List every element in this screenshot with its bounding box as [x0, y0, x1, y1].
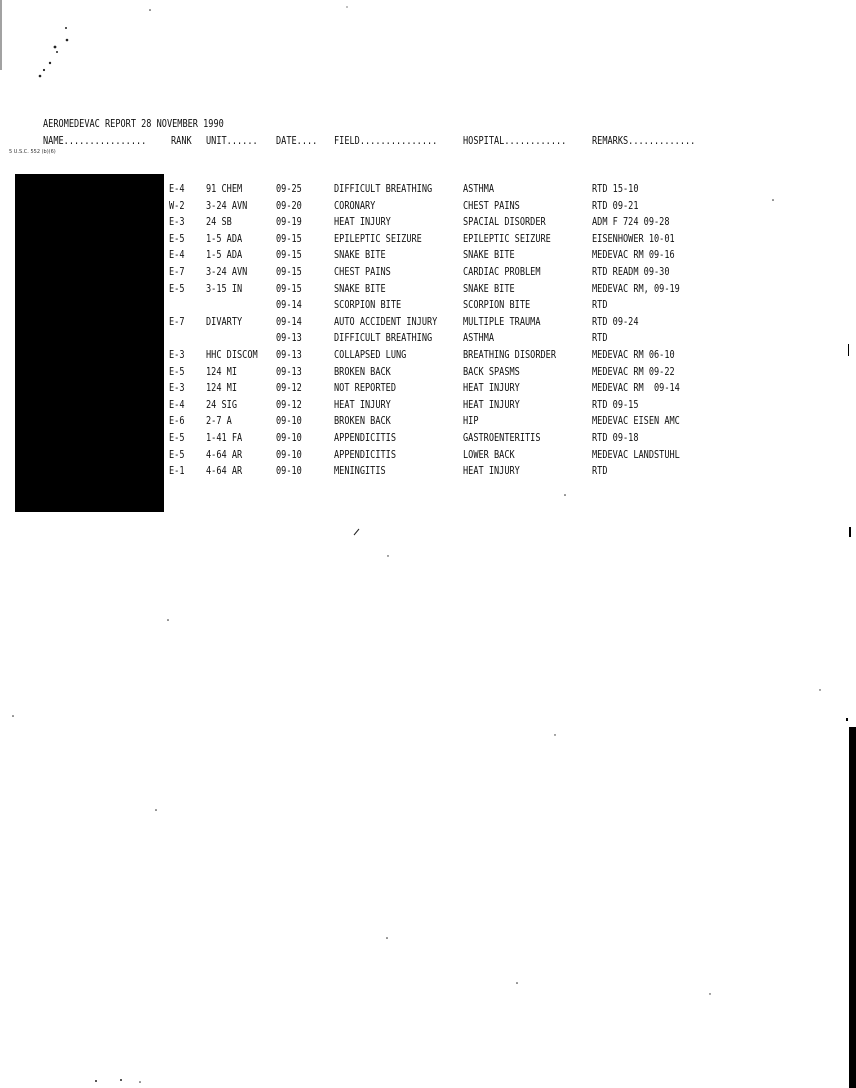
cell-field: MENINGITIS: [334, 464, 386, 478]
header-remarks: REMARKS.............: [592, 134, 696, 147]
table-row: [0, 266, 856, 282]
cell-rank: E-4: [169, 182, 185, 195]
cell-remarks: RTD: [592, 298, 608, 312]
cell-hospital: SNAKE BITE: [463, 248, 515, 262]
cell-date: 09-10: [276, 447, 302, 461]
cell-hospital: GASTROENTERITIS: [463, 431, 541, 444]
cell-rank: E-3: [169, 381, 185, 395]
cell-rank: E-3: [169, 348, 185, 361]
cell-rank: E-4: [169, 248, 185, 262]
cell-unit: DIVARTY: [206, 314, 243, 328]
cell-field: BROKEN BACK: [334, 414, 391, 428]
cell-field: CORONARY: [334, 198, 376, 212]
table-row: [0, 283, 856, 299]
table-row: [0, 200, 856, 216]
cell-date: 09-13: [276, 331, 302, 345]
cell-hospital: MULTIPLE TRAUMA: [463, 314, 541, 328]
cell-field: APPENDICITIS: [334, 431, 396, 444]
cell-field: APPENDICITIS: [334, 447, 396, 461]
cell-field: SNAKE BITE: [334, 248, 386, 262]
table-row: [0, 449, 856, 465]
cell-field: SNAKE BITE: [334, 281, 386, 295]
cell-remarks: MEDEVAC RM 09-22: [592, 364, 675, 378]
report-title: AEROMEDEVAC REPORT 28 NOVEMBER 1990: [43, 117, 224, 130]
cell-date: 09-15: [276, 265, 302, 278]
cell-unit: 124 MI: [206, 381, 238, 395]
cell-unit: 3-15 IN: [206, 281, 243, 295]
table-row: [0, 349, 856, 365]
cell-remarks: MEDEVAC RM 09-16: [592, 248, 675, 262]
table-row: [0, 216, 856, 232]
cell-rank: E-3: [169, 215, 185, 229]
cell-unit: 1-41 FA: [206, 431, 243, 444]
cell-unit: 124 MI: [206, 364, 238, 378]
table-row: [0, 415, 856, 431]
cell-rank: W-2: [169, 198, 185, 212]
table-row: [0, 299, 856, 315]
cell-hospital: SCORPION BITE: [463, 298, 531, 312]
table-row: [0, 249, 856, 265]
cell-rank: E-7: [169, 265, 185, 278]
cell-rank: E-1: [169, 464, 185, 478]
cell-unit: 2-7 A: [206, 414, 232, 428]
cell-hospital: SPACIAL DISORDER: [463, 215, 546, 229]
header-name: NAME................: [43, 134, 147, 147]
cell-remarks: MEDEVAC RM, 09-19: [592, 281, 680, 295]
cell-hospital: BACK SPASMS: [463, 364, 520, 378]
cell-remarks: MEDEVAC EISEN AMC: [592, 414, 680, 428]
cell-hospital: CARDIAC PROBLEM: [463, 265, 541, 278]
cell-remarks: RTD: [592, 331, 608, 345]
cell-date: 09-13: [276, 348, 302, 361]
header-unit: UNIT......: [206, 134, 258, 147]
cell-unit: 3-24 AVN: [206, 198, 248, 212]
cell-remarks: ADM F 724 09-28: [592, 215, 670, 229]
header-hospital: HOSPITAL............: [463, 134, 567, 147]
cell-unit: 24 SIG: [206, 397, 238, 411]
cell-field: DIFFICULT BREATHING: [334, 182, 433, 195]
scan-edge-mark: [846, 718, 848, 721]
cell-field: CHEST PAINS: [334, 265, 391, 278]
cell-rank: E-5: [169, 281, 185, 295]
cell-remarks: RTD 09-21: [592, 198, 639, 212]
table-row: [0, 233, 856, 249]
cell-remarks: RTD 09-15: [592, 397, 639, 411]
cell-hospital: EPILEPTIC SEIZURE: [463, 231, 551, 245]
scan-edge-bar: [849, 727, 856, 1088]
table-row: [0, 316, 856, 332]
cell-unit: 24 SB: [206, 215, 232, 229]
cell-hospital: HEAT INJURY: [463, 464, 520, 478]
cell-field: COLLAPSED LUNG: [334, 348, 407, 361]
cell-rank: E-7: [169, 314, 185, 328]
cell-remarks: RTD: [592, 464, 608, 478]
cell-field: BROKEN BACK: [334, 364, 391, 378]
cell-date: 09-15: [276, 231, 302, 245]
cell-field: HEAT INJURY: [334, 397, 391, 411]
cell-date: 09-19: [276, 215, 302, 229]
cell-date: 09-10: [276, 431, 302, 444]
cell-remarks: RTD READM 09-30: [592, 265, 670, 278]
cell-date: 09-15: [276, 281, 302, 295]
cell-remarks: RTD 09-18: [592, 431, 639, 444]
cell-hospital: HEAT INJURY: [463, 397, 520, 411]
cell-hospital: ASTHMA: [463, 331, 495, 345]
cell-remarks: RTD 09-24: [592, 314, 639, 328]
cell-remarks: EISENHOWER 10-01: [592, 231, 675, 245]
cell-date: 09-13: [276, 364, 302, 378]
cell-field: DIFFICULT BREATHING: [334, 331, 433, 345]
cell-date: 09-10: [276, 464, 302, 478]
cell-field: NOT REPORTED: [334, 381, 396, 395]
cell-date: 09-15: [276, 248, 302, 262]
cell-unit: 3-24 AVN: [206, 265, 248, 278]
cell-rank: E-4: [169, 397, 185, 411]
cell-hospital: BREATHING DISORDER: [463, 348, 556, 361]
cell-unit: HHC DISCOM: [206, 348, 258, 361]
table-row: [0, 465, 856, 481]
cell-hospital: SNAKE BITE: [463, 281, 515, 295]
cell-date: 09-14: [276, 314, 302, 328]
cell-rank: E-6: [169, 414, 185, 428]
cell-date: 09-12: [276, 397, 302, 411]
cell-hospital: ASTHMA: [463, 182, 495, 195]
cell-remarks: MEDEVAC RM 06-10: [592, 348, 675, 361]
cell-rank: E-5: [169, 231, 185, 245]
cell-date: 09-25: [276, 182, 302, 195]
cell-unit: 91 CHEM: [206, 182, 243, 195]
cell-date: 09-14: [276, 298, 302, 312]
header-field: FIELD...............: [334, 134, 438, 147]
cell-rank: E-5: [169, 364, 185, 378]
table-row: [0, 366, 856, 382]
scan-edge-mark: [849, 527, 851, 537]
cell-unit: 4-64 AR: [206, 447, 243, 461]
cell-hospital: LOWER BACK: [463, 447, 515, 461]
cell-date: 09-20: [276, 198, 302, 212]
cell-date: 09-12: [276, 381, 302, 395]
cell-hospital: HIP: [463, 414, 479, 428]
cell-hospital: CHEST PAINS: [463, 198, 520, 212]
cell-rank: E-5: [169, 447, 185, 461]
cell-field: SCORPION BITE: [334, 298, 402, 312]
table-row: [0, 382, 856, 398]
cell-hospital: HEAT INJURY: [463, 381, 520, 395]
table-row: [0, 183, 856, 199]
cell-field: HEAT INJURY: [334, 215, 391, 229]
header-date: DATE....: [276, 134, 318, 147]
cell-unit: 1-5 ADA: [206, 248, 243, 262]
cell-unit: 4-64 AR: [206, 464, 243, 478]
column-header-row: [0, 135, 856, 149]
cell-field: AUTO ACCIDENT INJURY: [334, 314, 438, 328]
foia-exemption-note: 5 U.S.C. 552 (b)(6): [9, 149, 56, 155]
header-rank: RANK: [171, 134, 192, 147]
table-row: [0, 332, 856, 348]
table-row: [0, 432, 856, 448]
cell-remarks: MEDEVAC LANDSTUHL: [592, 447, 680, 461]
cell-field: EPILEPTIC SEIZURE: [334, 231, 422, 245]
cell-rank: E-5: [169, 431, 185, 444]
cell-unit: 1-5 ADA: [206, 231, 243, 245]
cell-remarks: RTD 15-10: [592, 182, 639, 195]
cell-remarks: MEDEVAC RM 09-14: [592, 381, 680, 395]
cell-date: 09-10: [276, 414, 302, 428]
table-row: [0, 399, 856, 415]
